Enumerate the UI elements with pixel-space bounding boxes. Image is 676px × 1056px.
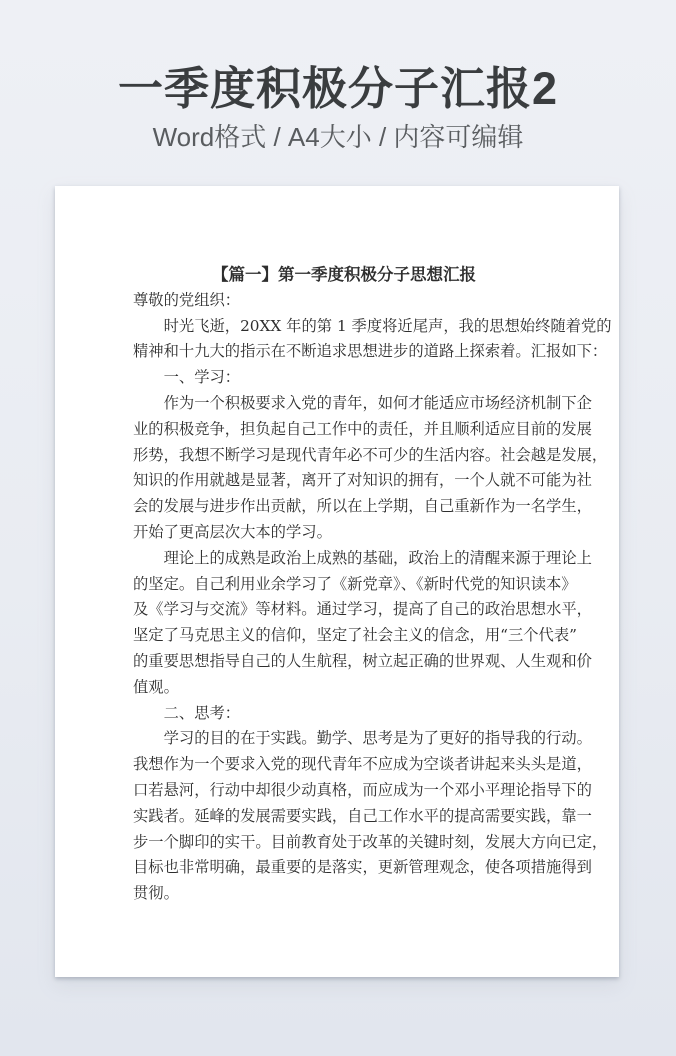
- doc-line: 时光飞逝，20XX 年的第 1 季度将近尾声，我的思想始终随着党的: [133, 316, 612, 335]
- page-title: 一季度积极分子汇报2: [117, 63, 559, 114]
- doc-line: 会的发展与进步作出贡献，所以在上学期，自己重新作为一名学生，: [133, 497, 592, 516]
- doc-line: 及《学习与交流》等材料。通过学习，提高了自己的政治思想水平，: [133, 600, 592, 619]
- document-page-preview: [55, 186, 619, 977]
- doc-line: 二、思考：: [133, 703, 241, 722]
- doc-line: 知识的作用就越是显著，离开了对知识的拥有，一个人就不可能为社: [133, 471, 592, 490]
- doc-line: 值观。: [133, 677, 179, 696]
- doc-line: 一、学习：: [133, 368, 241, 387]
- doc-heading: 【篇一】第一季度积极分子思想汇报: [212, 265, 476, 284]
- doc-line: 形势，我想不断学习是现代青年必不可少的生活内容。社会越是发展，: [133, 445, 608, 464]
- doc-line: 的坚定。自己利用业余学习了《新党章》、《新时代党的知识读本》: [133, 574, 577, 593]
- doc-line: 坚定了马克思主义的信仰，坚定了社会主义的信念，用“三个代表”: [133, 626, 577, 645]
- doc-line: 实践者。延峰的发展需要实践，自己工作水平的提高需要实践，靠一: [133, 806, 592, 825]
- document-content: [55, 186, 619, 907]
- doc-line: 开始了更高层次大本的学习。: [133, 522, 332, 541]
- doc-line: 的重要思想指导自己的人生航程，树立起正确的世界观、人生观和价: [133, 651, 592, 670]
- page-subtitle: Word格式 / A4大小 / 内容可编辑: [152, 122, 524, 152]
- doc-line: 贯彻。: [133, 884, 179, 903]
- doc-line: 理论上的成熟是政治上成熟的基础，政治上的清醒来源于理论上: [133, 548, 592, 567]
- doc-line: 目标也非常明确，最重要的是落实，更新管理观念，使各项措施得到: [133, 858, 592, 877]
- template-header: [0, 0, 676, 153]
- doc-line: 精神和十九大的指示在不断追求思想进步的道路上探索着。汇报如下：: [133, 342, 608, 361]
- doc-line: 口若悬河，行动中却很少动真格，而应成为一个邓小平理论指导下的: [133, 780, 592, 799]
- doc-line: 作为一个积极要求入党的青年，如何才能适应市场经济机制下企: [133, 393, 592, 412]
- doc-line: 我想作为一个要求入党的现代青年不应成为空谈者讲起来头头是道，: [133, 755, 592, 774]
- doc-line: 学习的目的在于实践。勤学、思考是为了更好的指导我的行动。: [133, 729, 592, 748]
- doc-line: 尊敬的党组织：: [133, 290, 241, 309]
- doc-line: 业的积极竞争，担负起自己工作中的责任，并且顺利适应目前的发展: [133, 419, 592, 438]
- doc-line: 步一个脚印的实干。目前教育处于改革的关键时刻，发展大方向已定，: [133, 832, 608, 851]
